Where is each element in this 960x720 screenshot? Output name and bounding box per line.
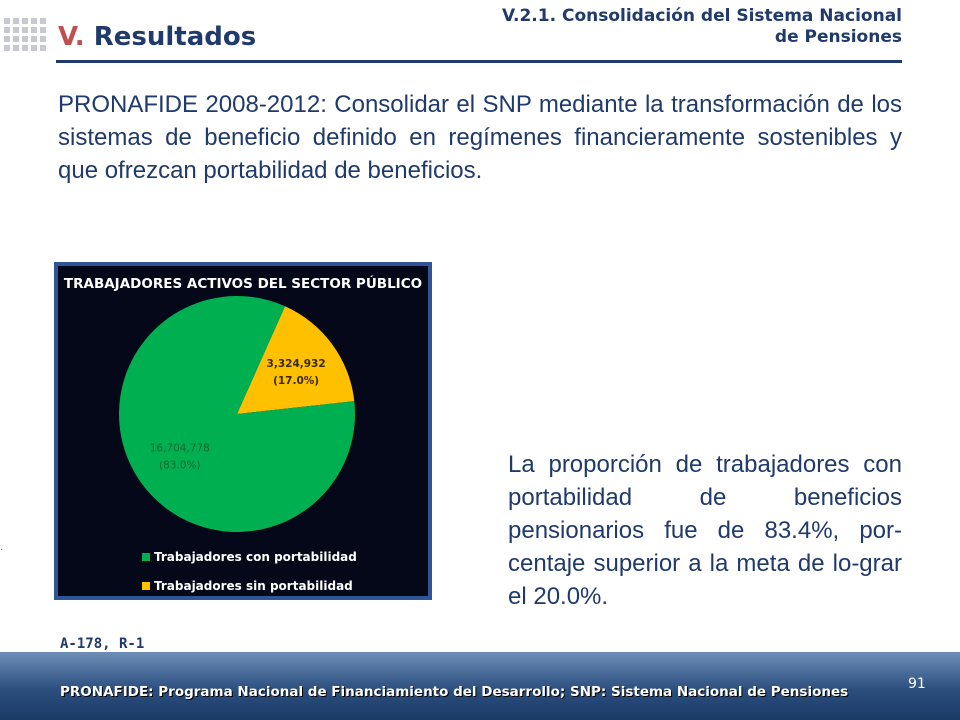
page-number: 91 <box>908 676 926 692</box>
section-prefix: V. <box>58 22 85 52</box>
legend-item-con-portabilidad <box>142 550 422 564</box>
pie-chart-canvas <box>58 266 428 596</box>
subsection-line-2: de Pensiones <box>774 27 902 47</box>
subsection-line-1: V.2.1. Consolidación del Sistema Nacional <box>502 6 902 26</box>
section-title <box>58 22 256 52</box>
subsection-title <box>382 6 902 48</box>
chart-title: TRABAJADORES ACTIVOS DEL SECTOR PÚBLICO <box>63 276 423 292</box>
legend-swatch-yellow <box>142 582 150 590</box>
decorative-dot-grid <box>4 18 48 58</box>
footer-text: PRONAFIDE: Programa Nacional de Financiamiento del Desarrollo; SNP: Sistema Nacional de Pensiones <box>60 684 849 700</box>
pie-data-label-percent: (17.0%) <box>273 374 320 387</box>
reference-code: A-178, R-1 <box>60 636 145 652</box>
result-paragraph: La proporción de trabajadores con portabilidad de beneficios pensionarios fue de 83.4%, por-centaje superior a la meta de lo-grar el 20.0%. <box>508 451 902 610</box>
intro-paragraph: PRONAFIDE 2008-2012: Consolidar el SNP mediante la transformación de los sistemas de beneficio definido en regímenes financieramente sostenibles y que ofrezcan portabilidad de beneficios. <box>58 91 902 184</box>
margin-mark: · <box>0 545 4 556</box>
legend-swatch-green <box>142 553 150 561</box>
legend-item-sin-portabilidad <box>142 579 422 593</box>
pie-data-label-value: 16,704,778 <box>149 442 210 455</box>
legend-label: Trabajadores con portabilidad <box>154 550 357 564</box>
pie-chart <box>54 262 432 600</box>
pie-data-label-value: 3,324,932 <box>266 357 326 370</box>
pie-data-label-percent: (83.0%) <box>159 459 201 472</box>
header-divider <box>56 60 902 63</box>
section-title-text: Resultados <box>84 22 257 52</box>
legend-label: Trabajadores sin portabilidad <box>154 579 353 593</box>
